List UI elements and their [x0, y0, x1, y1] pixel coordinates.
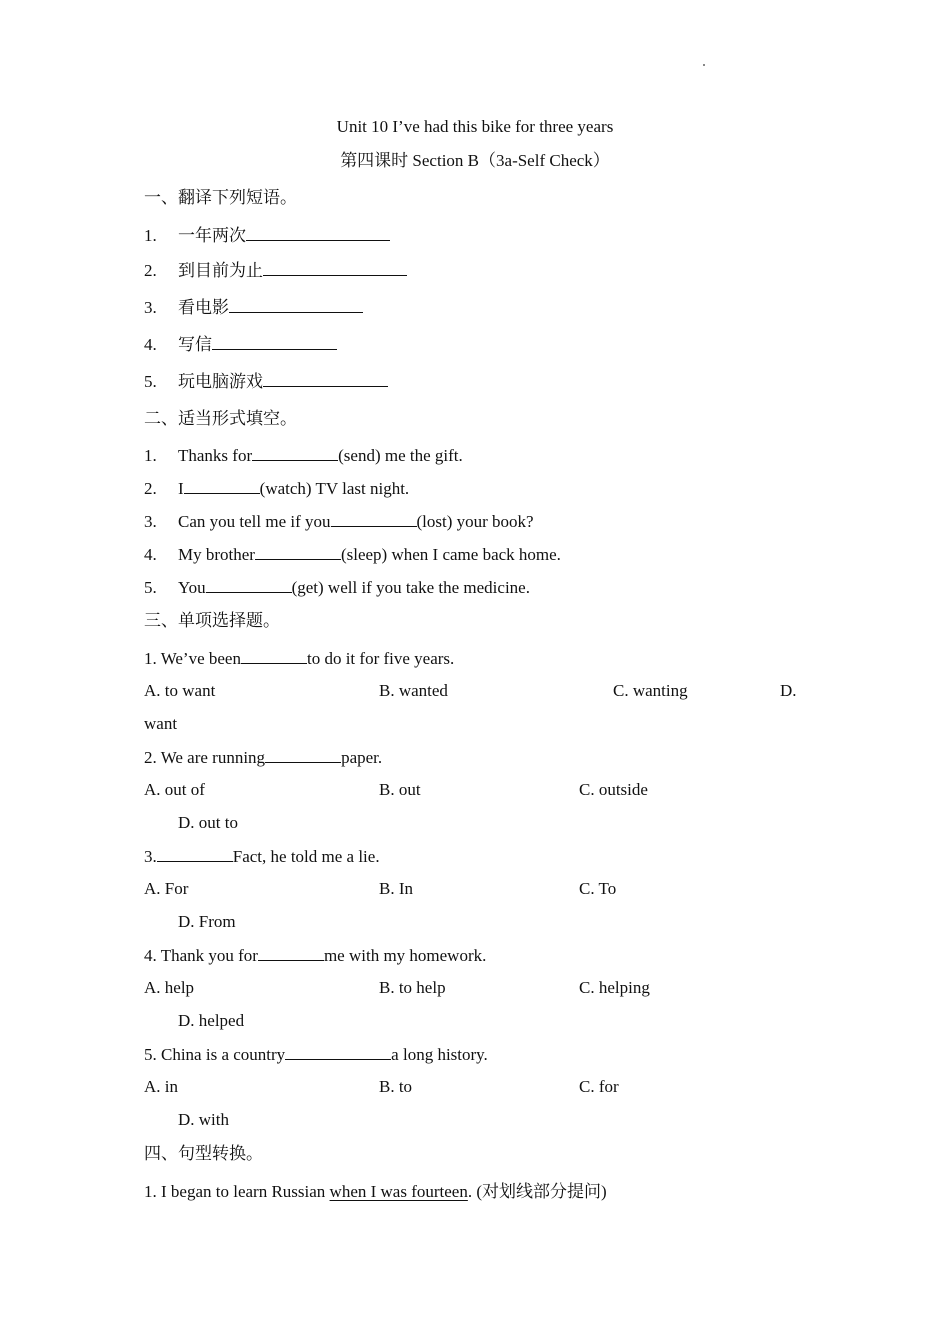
section3-heading: 三、单项选择题。 [144, 611, 280, 630]
answer-blank[interactable] [206, 577, 292, 593]
option-c[interactable]: C. To [579, 879, 617, 898]
s2-item-pre: I [178, 479, 184, 498]
s2-item-1 [144, 445, 463, 466]
option-b[interactable]: B. out [379, 780, 421, 799]
s1-item-text: 看电影 [178, 298, 229, 317]
s3-question-5 [144, 1044, 488, 1065]
question-stem-pre: 2. We are running [144, 748, 266, 767]
answer-blank[interactable] [258, 945, 324, 961]
answer-blank[interactable] [212, 334, 337, 350]
answer-blank[interactable] [246, 225, 390, 241]
answer-blank[interactable] [331, 511, 417, 527]
option-d-continued: want [144, 714, 178, 733]
question-stem-pre: 1. We’ve been [144, 649, 241, 668]
s1-item-text: 玩电脑游戏 [178, 372, 263, 391]
option-a[interactable]: A. For [144, 879, 189, 898]
option-c[interactable]: C. wanting [613, 681, 688, 700]
option-d[interactable]: D. [780, 681, 797, 700]
s3-question-2 [144, 747, 382, 768]
question-stem-post: paper. [341, 748, 383, 767]
option-a[interactable]: A. help [144, 978, 195, 997]
section4-heading: 四、句型转换。 [144, 1144, 263, 1163]
s2-item-post: (get) well if you take the medicine. [291, 578, 530, 597]
s3-question-3 [144, 846, 380, 867]
s1-item-4 [144, 334, 337, 355]
answer-blank[interactable] [255, 544, 341, 560]
question-stem-post: a long history. [391, 1045, 488, 1064]
s3-question-1 [144, 648, 454, 669]
option-c[interactable]: C. for [579, 1077, 619, 1096]
answer-blank[interactable] [252, 445, 338, 461]
s1-item-num: 4. [144, 335, 157, 354]
page-subtitle: 第四课时 Section B（3a-Self Check） [340, 151, 610, 170]
answer-blank[interactable] [285, 1044, 391, 1060]
s2-item-pre: My brother [178, 545, 255, 564]
answer-blank[interactable] [157, 846, 233, 862]
s1-item-3 [144, 297, 363, 318]
option-a[interactable]: A. to want [144, 681, 216, 700]
answer-blank[interactable] [241, 648, 307, 664]
s2-item-pre: Thanks for [178, 446, 253, 465]
section2-heading: 二、适当形式填空。 [144, 409, 297, 428]
s2-item-5 [144, 577, 530, 598]
question-stem-pre: 5. China is a country [144, 1045, 286, 1064]
scan-dot [703, 64, 705, 66]
option-a[interactable]: A. out of [144, 780, 205, 799]
section1-heading: 一、翻译下列短语。 [144, 188, 297, 207]
answer-blank[interactable] [263, 260, 407, 276]
s2-item-pre: You [178, 578, 206, 597]
option-b[interactable]: B. to [379, 1077, 413, 1096]
option-d[interactable]: D. From [178, 912, 236, 931]
question-stem-post: me with my homework. [323, 946, 487, 965]
s2-item-num: 4. [144, 545, 157, 564]
s1-item-1 [144, 225, 390, 246]
option-d[interactable]: D. helped [178, 1011, 245, 1030]
s4-stem-pre: 1. I began to learn Russian [144, 1182, 330, 1201]
s1-item-num: 3. [144, 298, 157, 317]
s2-item-num: 1. [144, 446, 157, 465]
s4-underlined-part: when I was fourteen [329, 1182, 468, 1201]
s2-item-num: 5. [144, 578, 157, 597]
option-a[interactable]: A. in [144, 1077, 178, 1096]
s2-item-num: 3. [144, 512, 157, 531]
s4-stem-post: . (对划线部分提问) [467, 1182, 607, 1201]
s2-item-post: (lost) your book? [416, 512, 534, 531]
s2-item-post: (sleep) when I came back home. [340, 545, 561, 564]
question-stem-pre: 4. Thank you for [144, 946, 258, 965]
s1-item-text: 一年两次 [178, 226, 246, 245]
option-c[interactable]: C. outside [579, 780, 648, 799]
s2-item-2 [144, 478, 409, 499]
s1-item-num: 5. [144, 372, 157, 391]
s1-item-text: 写信 [178, 335, 212, 354]
s1-item-5 [144, 371, 388, 392]
option-b[interactable]: B. In [379, 879, 413, 898]
option-d[interactable]: D. with [178, 1110, 229, 1129]
s4-question-1 [144, 1182, 607, 1202]
s2-item-4 [144, 544, 561, 565]
s1-item-text: 到目前为止 [178, 261, 263, 280]
option-b[interactable]: B. wanted [379, 681, 448, 700]
s2-item-post: (send) me the gift. [338, 446, 463, 465]
s3-question-4 [144, 945, 486, 966]
s1-item-num: 2. [144, 261, 157, 280]
s1-item-num: 1. [144, 226, 157, 245]
answer-blank[interactable] [229, 297, 363, 313]
page-title: Unit 10 I’ve had this bike for three years [336, 117, 614, 136]
s1-item-2 [144, 260, 407, 281]
question-stem-post: to do it for five years. [306, 649, 455, 668]
option-d[interactable]: D. out to [178, 813, 238, 832]
s2-item-pre: Can you tell me if you [178, 512, 331, 531]
option-c[interactable]: C. helping [579, 978, 650, 997]
question-stem-pre: 3. [144, 847, 157, 866]
option-b[interactable]: B. to help [379, 978, 446, 997]
answer-blank[interactable] [265, 747, 341, 763]
answer-blank[interactable] [263, 371, 388, 387]
answer-blank[interactable] [184, 478, 260, 494]
s2-item-3 [144, 511, 534, 532]
s2-item-post: (watch) TV last night. [259, 479, 410, 498]
s2-item-num: 2. [144, 479, 157, 498]
question-stem-post: Fact, he told me a lie. [232, 847, 380, 866]
